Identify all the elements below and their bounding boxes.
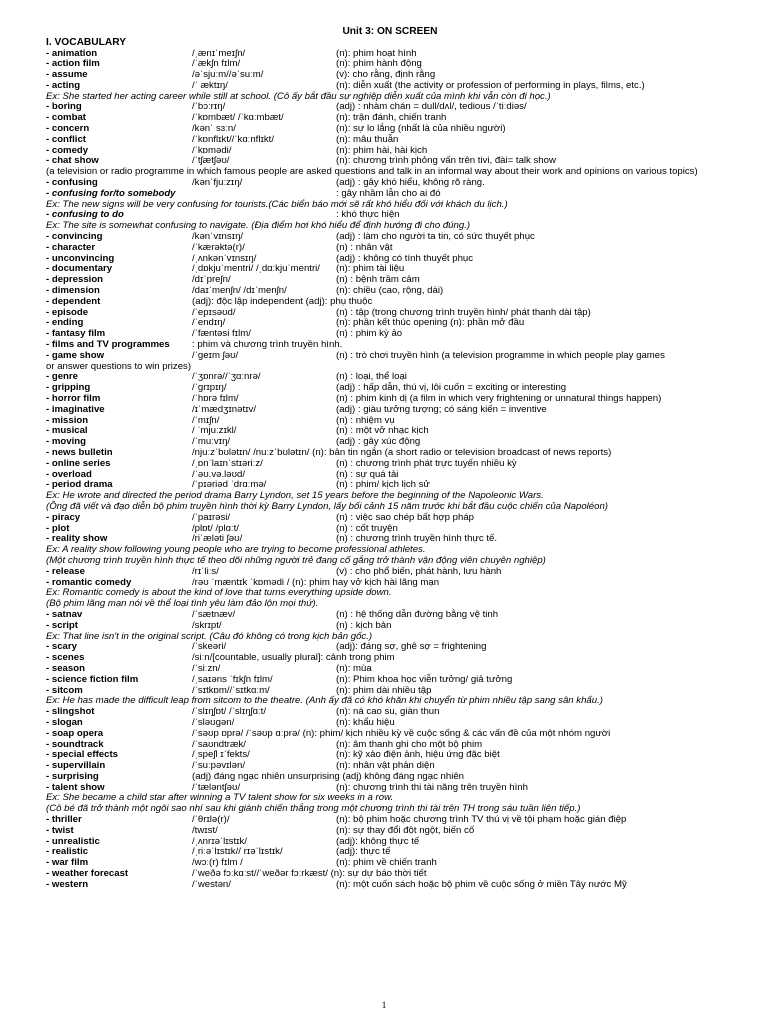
vocab-word: - films and TV programmes <box>46 339 170 351</box>
vocab-pronunciation: /ˈəʊ.və.ləʊd/ <box>192 468 246 480</box>
vocab-meaning: (n): Phim khoa học viễn tưởng/ giả tưởng <box>336 673 513 685</box>
vocab-pronunciation: / ˈmjuːzɪkl/ <box>192 425 237 437</box>
vocab-word: - scenes <box>46 652 85 664</box>
vocab-word: - mission <box>46 414 89 426</box>
vocab-meaning: (adj): thực tế <box>336 846 391 858</box>
vocab-meaning: (n) : sự quá tải <box>336 468 399 480</box>
vocab-word: - boring <box>46 101 82 113</box>
vocab-word: - episode <box>46 306 89 318</box>
vocab-word: - concern <box>46 123 90 135</box>
vocab-word: - genre <box>46 371 78 383</box>
vocab-meaning: (adj) : giàu tưởng tượng; có sáng kiến = inventive <box>336 403 547 415</box>
vocab-pronunciation: /ˌspeʃl ɪˈfekts/ <box>192 749 250 761</box>
vocab-meaning: (n): bộ phim hoặc chương trình TV thú vị về tội phạm hoặc gián điệp <box>336 814 627 826</box>
vocab-meaning: (adj) : hấp dẫn, thú vị, lôi cuốn = exciting or interesting <box>336 382 567 394</box>
vocab-word: - scary <box>46 641 77 653</box>
vocab-pronunciation: /ˈsiːzn/ <box>192 662 221 674</box>
vocab-entry <box>46 729 726 740</box>
vocab-meaning: (v) : cho phổ biến, phát hành, lưu hành <box>336 565 502 577</box>
vocab-word: - confusing to do <box>46 209 124 221</box>
vocab-meaning: (n) : việc sao chép bất hợp pháp <box>336 511 475 523</box>
vocab-word: - ending <box>46 317 84 329</box>
vocab-word: - special effects <box>46 749 118 761</box>
vocab-pronunciation: /ˈskeəri/ <box>192 641 227 653</box>
vocab-entry <box>46 210 726 221</box>
vocab-meaning: (n) : nhân vật <box>336 241 393 253</box>
vocab-pronunciation: /plɒt/ /plɑːt/ <box>192 522 239 534</box>
vocab-pronunciation: /ˈsaʊndtræk/ <box>192 738 246 750</box>
vocab-pronunciation: /wɔː(r) fɪlm / <box>192 857 243 869</box>
vocab-word: - combat <box>46 112 86 124</box>
vocab-meaning: (adj) : không có tính thuyết phục <box>336 252 474 264</box>
example-sentence: (Ông đã viết và đạo diễn bộ phim truyền hình thời kỳ Barry Lyndon, lấy bối cảnh 15 năm trước khi bắt đầu cuộc chiến của Napoléon) <box>46 500 609 512</box>
vocab-entry <box>46 880 726 891</box>
example-sentence: Ex: She became a child star after winning a TV talent show for six weeks in a row. <box>46 792 394 804</box>
vocab-pronunciation: /ˈkærəktə(r)/ <box>192 241 245 253</box>
vocab-pronunciation: /ˈɡrɪpɪŋ/ <box>192 382 227 394</box>
vocab-meaning: (n): khẩu hiệu <box>336 716 395 728</box>
vocab-word: - slogan <box>46 716 83 728</box>
vocab-word: - depression <box>46 274 104 286</box>
vocab-pronunciation: /daɪˈmenʃn/ /dɪˈmenʃn/ <box>192 285 287 297</box>
vocab-pronunciation: /ˈsləʊɡən/ <box>192 716 235 728</box>
vocab-entry <box>46 459 726 470</box>
vocab-meaning: (n): diễn xuất (the activity or profession of performing in plays, films, etc.) <box>336 79 645 91</box>
vocab-entry <box>46 189 726 200</box>
vocab-pronunciation: /ˌʌnrɪəˈlɪstɪk/ <box>192 835 248 847</box>
vocab-meaning: (adj): đáng sợ, ghê sợ = frightening <box>336 641 487 653</box>
vocab-word: - dimension <box>46 285 100 297</box>
vocab-meaning: : khó thực hiện <box>336 209 400 221</box>
example-sentence: Ex: That line isn't in the original script. (Câu đó không có trong kịch bản gốc.) <box>46 630 373 642</box>
vocab-meaning: (n): phim hoạt hình <box>336 47 417 59</box>
vocab-pronunciation: /skrɪpt/ <box>192 619 222 631</box>
definition-continuation: or answer questions to win prizes) <box>46 360 192 372</box>
vocab-pronunciation: /ˌʌnkənˈvɪnsɪŋ/ <box>192 252 257 264</box>
vocab-pronunciation: /kənˈfjuːzɪŋ/ <box>192 177 243 189</box>
vocab-pronunciation: /siːn/[countable, usually plural]: cảnh trong phim <box>192 652 395 664</box>
vocab-word: - documentary <box>46 263 113 275</box>
vocab-meaning: (n) : chương trình phát trực tuyến nhiều kỳ <box>336 457 517 469</box>
vocab-pronunciation: /ˈfæntəsi fɪlm/ <box>192 328 251 340</box>
vocab-word: - piracy <box>46 511 81 523</box>
vocab-meaning: (v): cho rằng, định rằng <box>336 69 436 81</box>
vocab-word: - moving <box>46 436 86 448</box>
vocab-entry <box>46 653 726 664</box>
example-sentence: Ex: She started her acting career while still at school. (Cô ấy bắt đầu sự nghiệp diễn xuất của mình khi vẫn còn đi học.) <box>46 90 551 102</box>
vocab-word: - war film <box>46 857 89 869</box>
vocab-word: - fantasy film <box>46 328 106 340</box>
example-sentence: Ex: The site is somewhat confusing to navigate. (Địa điểm hơi khó hiểu để định hướng đi cho đúng.) <box>46 220 471 232</box>
vocab-pronunciation: /ˈepɪsəʊd/ <box>192 306 236 318</box>
vocab-pronunciation: /ˈkɒnflɪkt//ˈkɑːnflɪkt/ <box>192 133 275 145</box>
vocab-word: - musical <box>46 425 88 437</box>
vocab-word: - conflict <box>46 133 86 145</box>
vocab-meaning: (n) : loại, thể loại <box>336 371 407 383</box>
vocab-word: - news bulletin <box>46 446 113 458</box>
vocab-pronunciation: /ˈhɒrə fɪlm/ <box>192 393 239 404</box>
vocab-word: - reality show <box>46 533 108 545</box>
vocab-entry <box>46 513 726 524</box>
vocab-meaning: (adj) : gây khó hiểu, không rõ ràng. <box>336 177 485 189</box>
example-sentence: (Cô bé đã trở thành một ngôi sao nhí sau khi giành chiến thắng trong một chương trình thi tài trên TH trong sáu tuần liên tiếp.) <box>46 803 581 815</box>
vocab-word: - animation <box>46 47 98 59</box>
vocab-meaning: (adj): không thực tế <box>336 835 420 847</box>
vocab-entry <box>46 534 726 545</box>
vocab-meaning: : phim và chương trình truyền hình. <box>192 339 343 351</box>
vocab-word: - acting <box>46 79 81 91</box>
example-sentence: Ex: He has made the difficult leap from sitcom to the theatre. (Anh ấy đã có khó khăn khi chuyển từ phim nhiều tập sang sân khấu.) <box>46 695 603 707</box>
document-page <box>46 26 726 891</box>
vocab-pronunciation: (adj): độc lập independent (adj): phụ thuộc <box>192 295 373 307</box>
vocab-word: - realistic <box>46 846 89 858</box>
vocab-meaning: : gây nhầm lẫn cho ai đó <box>336 187 441 199</box>
vocab-pronunciation: /ˈtæləntʃəʊ/ <box>192 781 241 793</box>
vocab-word: - plot <box>46 522 70 534</box>
vocab-meaning: (n) : tập (trong chương trình truyền hình/ phát thanh dài tập) <box>336 306 591 318</box>
vocab-pronunciation: /ˌriːəˈlɪstɪk// rɪəˈlɪstɪk/ <box>192 846 283 858</box>
vocab-pronunciation: (adj) đáng ngạc nhiên unsurprising (adj) không đáng ngạc nhiên <box>192 770 465 782</box>
example-sentence: (Một chương trình truyền hình thực tế theo dõi những người trẻ đang cố gắng trở thành vận động viên chuyên nghiệp) <box>46 554 546 566</box>
vocab-pronunciation: /twɪst/ <box>192 824 218 836</box>
vocab-word: - release <box>46 565 85 577</box>
vocab-word: - comedy <box>46 144 89 156</box>
vocab-word: - soap opera <box>46 727 104 739</box>
vocab-word: - soundtrack <box>46 738 104 750</box>
vocab-word: - science fiction film <box>46 673 139 685</box>
vocab-pronunciation: /ˌdɒkjuˈmentri/ /ˌdɑːkjuˈmentri/ <box>192 263 320 275</box>
vocab-word: - twist <box>46 824 74 836</box>
vocab-meaning: (n): chiều (cao, rộng, dài) <box>336 285 444 297</box>
vocab-pronunciation: /ˈslɪŋʃɒt/ /ˈslɪŋʃɑːt/ <box>192 706 267 718</box>
example-sentence: (Bộ phim lãng mạn nói về thể loại tình yêu làm đảo lộn mọi thứ). <box>46 598 319 610</box>
vocab-meaning: (n): chương trình thi tài năng trên truyền hình <box>336 781 528 793</box>
vocab-entry <box>46 81 726 92</box>
vocab-meaning: (n): phim tài liệu <box>336 263 405 275</box>
vocab-pronunciation: /ˈpaɪrəsi/ <box>192 511 231 523</box>
vocab-meaning: (n): mâu thuẫn <box>336 133 399 145</box>
vocab-meaning: (n) : trò chơi truyền hình (a television programme in which people play games <box>336 349 665 361</box>
vocab-meaning: (n): sự lo lắng (nhất là của nhiều người) <box>336 123 506 135</box>
vocab-word: - unrealistic <box>46 835 100 847</box>
vocab-entry <box>46 578 726 589</box>
vocab-pronunciation: /ˈmuːvɪŋ/ <box>192 436 231 448</box>
vocab-word: - online series <box>46 457 111 469</box>
vocab-pronunciation: /kənˈ sɜːn/ <box>192 123 236 135</box>
section-heading: I. VOCABULARY <box>46 37 126 48</box>
vocab-meaning: (adj) : gây xúc động <box>336 436 421 448</box>
vocab-word: - western <box>46 878 89 890</box>
vocab-word: - confusing for/to somebody <box>46 187 176 199</box>
vocab-meaning: (n) : bệnh trầm cảm <box>336 274 420 286</box>
vocab-pronunciation: /njuːzˈbʊlətɪn/ /nuːzˈbʊlətɪn/ (n): bản tin ngắn (a short radio or television broadcast of news reports) <box>192 446 612 458</box>
vocab-pronunciation: /ˈsuːpəvɪlən/ <box>192 760 246 772</box>
vocab-word: - gripping <box>46 382 91 394</box>
vocab-word: - season <box>46 662 85 674</box>
vocab-word: - dependent <box>46 295 101 307</box>
vocab-entry <box>46 621 726 632</box>
vocab-meaning: (n): kỹ xảo điện ảnh, hiệu ứng đặc biệt <box>336 749 500 761</box>
vocab-meaning: (n) : cốt truyện <box>336 522 398 534</box>
vocab-pronunciation: /ˈwestən/ <box>192 878 231 890</box>
vocab-word: - script <box>46 619 78 631</box>
vocab-meaning: (n): phim hành động <box>336 58 422 70</box>
vocab-pronunciation: /ˈ æktɪŋ/ <box>192 79 228 91</box>
vocab-pronunciation: /ɪˈmædʒɪnətɪv/ <box>192 403 256 415</box>
vocab-pronunciation: /dɪˈpreʃn/ <box>192 274 231 286</box>
vocab-entry <box>46 286 726 297</box>
vocab-word: - unconvincing <box>46 252 115 264</box>
vocab-pronunciation: /ˈkɒmədi/ <box>192 144 232 156</box>
vocab-meaning: (n) : hệ thống dẫn đường bằng vệ tinh <box>336 608 499 620</box>
vocab-word: - confusing <box>46 177 98 189</box>
vocab-meaning: (n) : kịch bản <box>336 619 392 631</box>
page-title: Unit 3: ON SCREEN <box>342 26 438 37</box>
vocab-entry <box>46 686 726 697</box>
vocab-entry <box>46 297 726 308</box>
vocab-pronunciation: /ˌsaɪəns ˈfɪkʃn fɪlm/ <box>192 673 273 685</box>
vocab-meaning: (n): sự thay đổi đột ngột, biến cố <box>336 824 475 836</box>
vocab-pronunciation: /riˈæləti ʃəʊ/ <box>192 533 243 545</box>
vocab-pronunciation: /rəʊ ˈmæntɪk ˈkɒmədi / (n): phim hay vở kịch hài lãng mạn <box>192 576 440 588</box>
vocab-pronunciation: /ˈʒɒnrə//ˈʒɑːnrə/ <box>192 371 261 383</box>
example-sentence: Ex: He wrote and directed the period drama Barry Lyndon, set 15 years before the beginning of the Napoleonic Wars. <box>46 490 544 502</box>
example-sentence: Ex: The new signs will be very confusing for tourists.(Các biển báo mới sẽ rất khó hiểu đối với khách du lịch.) <box>46 198 508 210</box>
vocab-pronunciation: /ˈkɒmbæt/ /ˈkɑːmbæt/ <box>192 112 284 124</box>
vocab-meaning: (n): âm thanh ghi cho một bộ phim <box>336 738 483 750</box>
vocab-word: - slingshot <box>46 706 95 718</box>
vocab-pronunciation: /əˈsjuːm//əˈsuːm/ <box>192 69 264 81</box>
vocab-pronunciation: /ˈækʃn fɪlm/ <box>192 58 241 70</box>
vocab-word: - horror film <box>46 393 101 404</box>
vocab-word: - assume <box>46 69 88 81</box>
vocab-pronunciation: /ˈsɪtkɒm//ˈsɪtkɑːm/ <box>192 684 270 696</box>
vocab-meaning: (n): ná cao su, giàn thun <box>336 706 440 718</box>
vocab-pronunciation: /ˈweðə fɔːkɑːst//ˈweðər fɔːrkæst/ (n): sự dự báo thời tiết <box>192 868 427 880</box>
vocab-word: - satnav <box>46 608 83 620</box>
vocab-meaning: (n): mùa <box>336 662 372 674</box>
vocab-word: - game show <box>46 349 105 361</box>
vocab-meaning: (n) : phim kỳ ảo <box>336 328 403 340</box>
vocab-pronunciation: /ˈendɪŋ/ <box>192 317 226 329</box>
vocab-word: - sitcom <box>46 684 83 696</box>
vocab-pronunciation: /ˈsætnæv/ <box>192 608 236 620</box>
vocab-pronunciation: /ˈθrɪlə(r)/ <box>192 814 230 826</box>
vocab-word: - thriller <box>46 814 82 826</box>
vocab-meaning: (adj) : làm cho người ta tin, có sức thuyết phục <box>336 231 535 243</box>
vocab-meaning: (n): trận đánh, chiến tranh <box>336 112 447 124</box>
vocab-meaning: (n): một cuốn sách hoặc bộ phim về cuộc sống ở miền Tây nước Mỹ <box>336 878 627 890</box>
vocab-meaning: (n): phần kết thúc opening (n): phần mở đầu <box>336 317 525 329</box>
vocab-pronunciation: /ˌænɪˈmeɪʃn/ <box>192 47 246 59</box>
vocab-word: - overload <box>46 468 92 480</box>
vocab-word: - chat show <box>46 155 99 167</box>
vocab-meaning: (n) : phim kinh dị (a film in which very frightening or unnatural things happen) <box>336 393 662 404</box>
vocabulary-list <box>46 49 726 891</box>
vocab-meaning: (n) : nhiệm vụ <box>336 414 395 426</box>
vocab-meaning: (n): phim hài, hài kịch <box>336 144 428 156</box>
vocab-pronunciation: /ˈmɪʃn/ <box>192 414 220 426</box>
vocab-word: - surprising <box>46 770 99 782</box>
vocab-word: - character <box>46 241 96 253</box>
vocab-word: - imaginative <box>46 403 105 415</box>
vocab-meaning: (n): nhân vật phản diện <box>336 760 435 772</box>
vocab-pronunciation: /ˈpɪəriəd ˈdrɑːmə/ <box>192 479 267 491</box>
example-sentence: Ex: A reality show following young people who are trying to become professional athletes. <box>46 544 426 556</box>
vocab-meaning: (n): phim dài nhiều tập <box>336 684 432 696</box>
vocab-pronunciation: /ˌɒnˈlaɪnˈstɪəriːz/ <box>192 457 263 469</box>
vocab-word: - supervillain <box>46 760 106 772</box>
vocab-entry <box>46 675 726 686</box>
vocab-entry <box>46 405 726 416</box>
vocab-pronunciation: /kənˈvɪnsɪŋ/ <box>192 231 244 243</box>
vocab-entry <box>46 567 726 578</box>
vocab-entry <box>46 783 726 794</box>
vocab-word: - action film <box>46 58 100 70</box>
vocab-pronunciation: /ˈtʃætʃəʊ/ <box>192 155 230 167</box>
definition-continuation: (a television or radio programme in which famous people are asked questions and talk in an informal way about their work and opinions on various topics) <box>46 166 698 178</box>
vocab-entry <box>46 480 726 491</box>
vocab-word: - period drama <box>46 479 113 491</box>
vocab-pronunciation: /rɪˈliːs/ <box>192 565 219 577</box>
vocab-entry <box>46 351 726 362</box>
vocab-word: - convincing <box>46 231 103 243</box>
example-sentence: Ex: Romantic comedy is about the kind of love that turns everything upside down. <box>46 587 392 599</box>
vocab-entry <box>46 156 726 167</box>
vocab-pronunciation: /ˈɡeɪm ʃəʊ/ <box>192 349 239 361</box>
page-number: 1 <box>381 1000 387 1011</box>
vocab-meaning: (n) : phim/ kịch lịch sử <box>336 479 430 491</box>
vocab-word: - weather forecast <box>46 868 129 880</box>
vocab-meaning: (n): phim về chiến tranh <box>336 857 437 869</box>
vocab-word: - romantic comedy <box>46 576 132 588</box>
vocab-meaning: (adj) : nhàm chán = dull/dʌl/, tedious /ˈtiːdiəs/ <box>336 101 527 113</box>
vocab-word: - talent show <box>46 781 105 793</box>
vocab-meaning: (n): chương trình phỏng vấn trên tivi, đài= talk show <box>336 155 556 167</box>
vocab-pronunciation: /ˈbɔːrɪŋ/ <box>192 101 226 113</box>
vocab-pronunciation: /ˈsəʊp ɒprə/ /ˈsəʊp ɑːprə/ (n): phim/ kịch nhiều kỳ về cuộc sống & các vấn đề của một nhóm người <box>192 727 611 739</box>
vocab-meaning: (n) : chương trình truyền hình thực tế. <box>336 533 497 545</box>
vocab-meaning: (n) : một vở nhạc kịch <box>336 425 429 437</box>
